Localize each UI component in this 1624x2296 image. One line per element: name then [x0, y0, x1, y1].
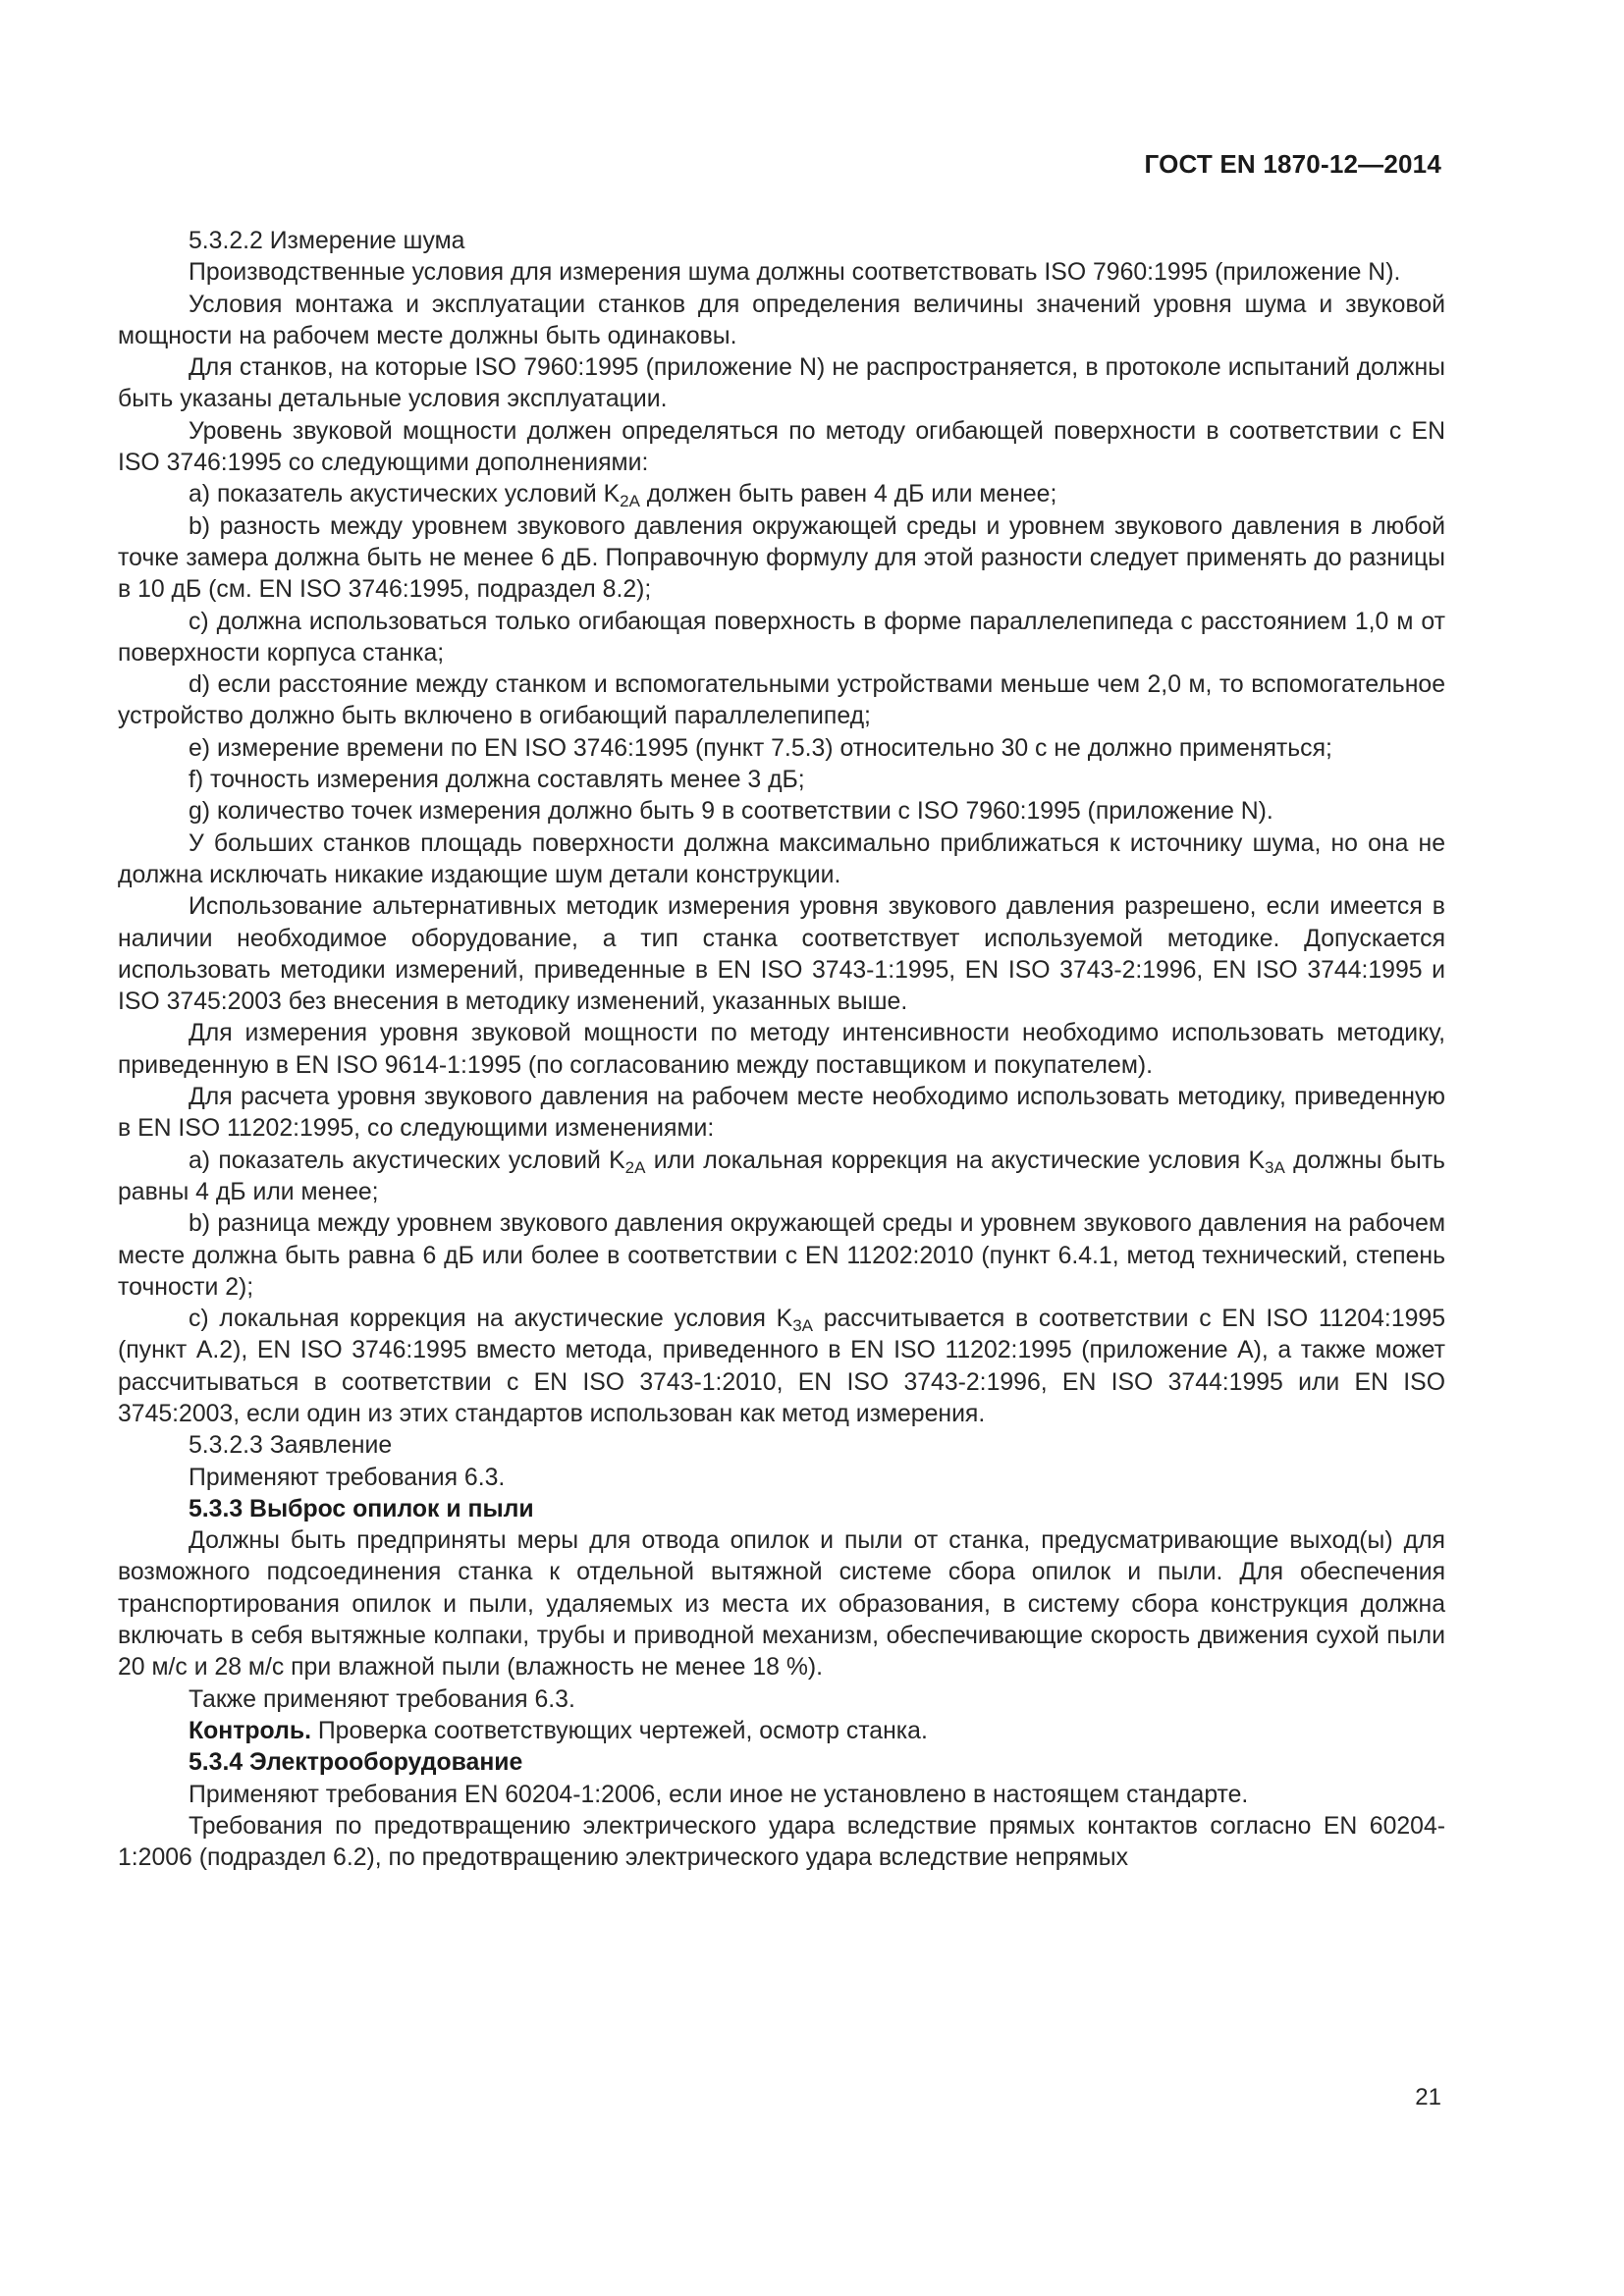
paragraph: Для расчета уровня звукового давления на рабочем месте необходимо использовать методику, приведенную в EN ISO 11202:1995, со следующими изменениями:: [118, 1084, 1445, 1143]
paragraph: Требования по предотвращению электрического удара вследствие прямых контактов согласно EN 60204-1:2006 (подраздел 6.2), по предотвращению электрического удара вследствие непрямых: [118, 1812, 1445, 1872]
list-item-b: b) разница между уровнем звукового давления окружающей среды и уровнем звукового давления на рабочем месте должна быть равна 6 дБ или более в соответствии с EN 11202:2010 (пункт 6.4.1, метод технический, степень точности 2);: [118, 1210, 1445, 1301]
paragraph: Также применяют требования 6.3.: [189, 1685, 575, 1713]
paragraph: У больших станков площадь поверхности должна максимально приближаться к источнику шума, но она не должна исключать никакие издающие шум детали конструкции.: [118, 829, 1445, 888]
document-header: ГОСТ EN 1870-12—2014: [1144, 149, 1441, 179]
paragraph: Для станков, на которые ISO 7960:1995 (приложение N) не распространяется, в протоколе испытаний должны быть указаны детальные условия эксплуатации.: [118, 354, 1445, 413]
list-item-e: e) измерение времени по EN ISO 3746:1995 (пункт 7.5.3) относительно 30 с не должно применяться;: [189, 734, 1332, 762]
control-label: Контроль.: [189, 1717, 311, 1744]
list-item-f: f) точность измерения должна составлять менее 3 дБ;: [189, 767, 805, 794]
control-paragraph: Контроль. Проверка соответствующих чертежей, осмотр станка.: [189, 1717, 928, 1744]
paragraph: Применяют требования 6.3.: [189, 1464, 506, 1491]
page-number: 21: [1415, 2084, 1441, 2110]
document-body: [118, 226, 1445, 1874]
paragraph: Использование альтернативных методик измерения уровня звукового давления разрешено, если имеется в наличии необходимое оборудование, а тип станка соответствует используемой методике. Допускается использовать методики измерений, приведенные в EN ISO 3743-1:1995, EN ISO 3743-2:1996, EN ISO 3744:1995 и ISO 3745:2003 без внесения в методику изменений, указанных выше.: [118, 893, 1445, 1016]
section-heading-5-3-3: 5.3.3 Выброс опилок и пыли: [189, 1495, 534, 1522]
list-item-b: b) разность между уровнем звукового давления окружающей среды и уровнем звукового давления в любой точке замера должна быть не менее 6 дБ. Поправочную формулу для этой разности следует применять до разницы в 10 дБ (см. EN ISO 3746:1995, подраздел 8.2);: [118, 512, 1445, 604]
list-item-a: a) показатель акустических условий $K_{2A}$ или локальная коррекция на акустические условия $K_{3A}$ должны быть равны 4 дБ или менее;: [118, 1147, 1445, 1205]
paragraph: Уровень звуковой мощности должен определяться по методу огибающей поверхности в соответствии с EN ISO 3746:1995 со следующими дополнениями:: [118, 417, 1445, 477]
section-heading-5-3-2-3: 5.3.2.3 Заявление: [189, 1432, 393, 1460]
paragraph: Условия монтажа и эксплуатации станков для определения величины значений уровня шума и звуковой мощности на рабочем месте должны быть одинаковы.: [118, 291, 1445, 349]
paragraph: Для измерения уровня звуковой мощности по методу интенсивности необходимо использовать методику, приведенную в EN ISO 9614-1:1995 (по согласованию между поставщиком и покупателем).: [118, 1020, 1445, 1079]
list-item-c: c) локальная коррекция на акустические условия $K_{3A}$ рассчитывается в соответствии с EN ISO 11204:1995 (пункт А.2), EN ISO 3746:1995 вместо метода, приведенного в EN ISO 11202:1995 (приложение А), а также может рассчитываться в соответствии с EN ISO 3743-1:2010, EN ISO 3743-2:1996, EN ISO 3744:1995 или EN ISO 3745:2003, если один из этих стандартов использован как метод измерения.: [118, 1306, 1445, 1427]
list-item-g: g) количество точек измерения должно быть 9 в соответствии с ISO 7960:1995 (приложение N).: [189, 798, 1273, 826]
paragraph: Применяют требования EN 60204-1:2006, если иное не установлено в настоящем стандарте.: [189, 1781, 1249, 1808]
list-item-a: a) показатель акустических условий $K_{2A}$ должен быть равен 4 дБ или менее;: [189, 481, 1057, 511]
section-heading-5-3-2-2: 5.3.2.2 Измерение шума: [189, 228, 465, 254]
list-item-c: c) должна использоваться только огибающая поверхность в форме параллелепипеда с расстоянием 1,0 м от поверхности корпуса станка;: [118, 608, 1445, 667]
paragraph: Производственные условия для измерения шума должны соответствовать ISO 7960:1995 (приложение N).: [189, 259, 1401, 287]
paragraph: Должны быть предприняты меры для отвода опилок и пыли от станка, предусматривающие выход(ы) для возможного подсоединения станка к отдельной вытяжной системе сбора опилок и пыли. Для обеспечения транспортирования опилок и пыли, удаляемых из места их образования, в систему сбора конструкция должна включать в себя вытяжные колпаки, трубы и приводной механизм, обеспечивающие скорость движения сухой пыли 20 м/с и 28 м/с при влажной пыли (влажность не менее 18 %).: [118, 1527, 1445, 1682]
section-heading-5-3-4: 5.3.4 Электрооборудование: [189, 1749, 523, 1777]
list-item-d: d) если расстояние между станком и вспомогательными устройствами меньше чем 2,0 м, то вспомогательное устройство должно быть включено в огибающий параллелепипед;: [118, 671, 1445, 730]
